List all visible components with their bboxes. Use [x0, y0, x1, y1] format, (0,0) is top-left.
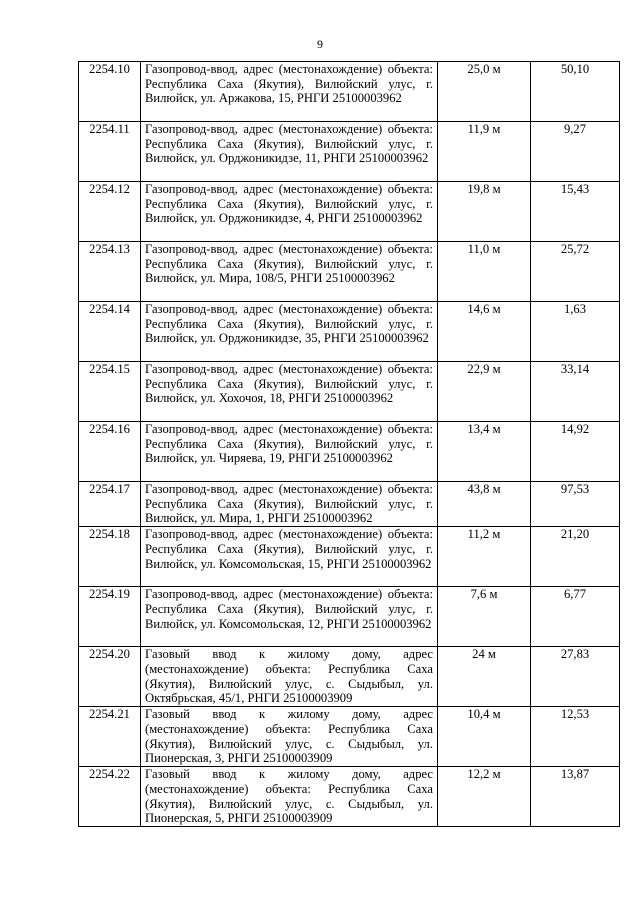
- table-row: [79, 767, 620, 827]
- row-number: 2254.21: [79, 707, 141, 767]
- row-number: 2254.20: [79, 647, 141, 707]
- row-number: 2254.19: [79, 587, 141, 647]
- pipe-length: 11,2 м: [438, 527, 531, 587]
- object-description: Газопровод-ввод, адрес (местонахождение) объекта: Республика Саха (Якутия), Вилюйский улус, г. Вилюйск, ул. Комсомольская, 12, РНГИ 25100003962: [141, 587, 438, 647]
- row-number: 2254.10: [79, 62, 141, 122]
- pipe-length: 10,4 м: [438, 707, 531, 767]
- object-description: Газопровод-ввод, адрес (местонахождение) объекта: Республика Саха (Якутия), Вилюйский улус, г. Вилюйск, ул. Мира, 1, РНГИ 25100003962: [141, 482, 438, 527]
- row-number: 2254.16: [79, 422, 141, 482]
- object-value: 50,10: [531, 62, 620, 122]
- row-number: 2254.17: [79, 482, 141, 527]
- pipe-length: 19,8 м: [438, 182, 531, 242]
- object-description: Газопровод-ввод, адрес (местонахождение) объекта: Республика Саха (Якутия), Вилюйский улус, г. Вилюйск, ул. Чиряева, 19, РНГИ 25100003962: [141, 422, 438, 482]
- row-number: 2254.18: [79, 527, 141, 587]
- object-value: 25,72: [531, 242, 620, 302]
- object-value: 14,92: [531, 422, 620, 482]
- object-description: Газопровод-ввод, адрес (местонахождение) объекта: Республика Саха (Якутия), Вилюйский улус, г. Вилюйск, ул. Орджоникидзе, 11, РНГИ 25100003962: [141, 122, 438, 182]
- object-value: 27,83: [531, 647, 620, 707]
- object-value: 15,43: [531, 182, 620, 242]
- pipe-length: 13,4 м: [438, 422, 531, 482]
- object-value: 12,53: [531, 707, 620, 767]
- table-row: [79, 647, 620, 707]
- pipe-length: 12,2 м: [438, 767, 531, 827]
- object-value: 97,53: [531, 482, 620, 527]
- object-value: 6,77: [531, 587, 620, 647]
- registry-table-body: [79, 62, 620, 827]
- table-row: [79, 62, 620, 122]
- row-number: 2254.15: [79, 362, 141, 422]
- object-value: 21,20: [531, 527, 620, 587]
- table-row: [79, 242, 620, 302]
- object-description: Газовый ввод к жилому дому, адрес (местонахождение) объекта: Республика Саха (Якутия), Вилюйский улус, с. Сыдыбыл, ул. Пионерская, 3, РНГИ 25100003909: [141, 707, 438, 767]
- table-row: [79, 707, 620, 767]
- object-value: 9,27: [531, 122, 620, 182]
- object-description: Газопровод-ввод, адрес (местонахождение) объекта: Республика Саха (Якутия), Вилюйский улус, г. Вилюйск, ул. Орджоникидзе, 35, РНГИ 25100003962: [141, 302, 438, 362]
- pipe-length: 22,9 м: [438, 362, 531, 422]
- table-row: [79, 482, 620, 527]
- object-value: 1,63: [531, 302, 620, 362]
- table-row: [79, 182, 620, 242]
- table-row: [79, 422, 620, 482]
- object-description: Газопровод-ввод, адрес (местонахождение) объекта: Республика Саха (Якутия), Вилюйский улус, г. Вилюйск, ул. Аржакова, 15, РНГИ 25100003962: [141, 62, 438, 122]
- object-description: Газопровод-ввод, адрес (местонахождение) объекта: Республика Саха (Якутия), Вилюйский улус, г. Вилюйск, ул. Орджоникидзе, 4, РНГИ 25100003962: [141, 182, 438, 242]
- table-row: [79, 362, 620, 422]
- object-description: Газовый ввод к жилому дому, адрес (местонахождение) объекта: Республика Саха (Якутия), Вилюйский улус, с. Сыдыбыл, ул. Октябрьская, 45/1, РНГИ 25100003909: [141, 647, 438, 707]
- table-row: [79, 122, 620, 182]
- table-row: [79, 527, 620, 587]
- table-row: [79, 302, 620, 362]
- object-description: Газовый ввод к жилому дому, адрес (местонахождение) объекта: Республика Саха (Якутия), Вилюйский улус, с. Сыдыбыл, ул. Пионерская, 5, РНГИ 25100003909: [141, 767, 438, 827]
- row-number: 2254.12: [79, 182, 141, 242]
- table-row: [79, 587, 620, 647]
- row-number: 2254.13: [79, 242, 141, 302]
- object-description: Газопровод-ввод, адрес (местонахождение) объекта: Республика Саха (Якутия), Вилюйский улус, г. Вилюйск, ул. Хохочоя, 18, РНГИ 25100003962: [141, 362, 438, 422]
- pipe-length: 14,6 м: [438, 302, 531, 362]
- pipe-length: 43,8 м: [438, 482, 531, 527]
- object-description: Газопровод-ввод, адрес (местонахождение) объекта: Республика Саха (Якутия), Вилюйский улус, г. Вилюйск, ул. Комсомольская, 15, РНГИ 25100003962: [141, 527, 438, 587]
- row-number: 2254.14: [79, 302, 141, 362]
- pipe-length: 11,9 м: [438, 122, 531, 182]
- row-number: 2254.11: [79, 122, 141, 182]
- registry-table: [78, 61, 620, 827]
- pipe-length: 11,0 м: [438, 242, 531, 302]
- object-value: 13,87: [531, 767, 620, 827]
- pipe-length: 7,6 м: [438, 587, 531, 647]
- object-description: Газопровод-ввод, адрес (местонахождение) объекта: Республика Саха (Якутия), Вилюйский улус, г. Вилюйск, ул. Мира, 108/5, РНГИ 25100003962: [141, 242, 438, 302]
- pipe-length: 24 м: [438, 647, 531, 707]
- pipe-length: 25,0 м: [438, 62, 531, 122]
- object-value: 33,14: [531, 362, 620, 422]
- page-number: 9: [317, 37, 323, 51]
- row-number: 2254.22: [79, 767, 141, 827]
